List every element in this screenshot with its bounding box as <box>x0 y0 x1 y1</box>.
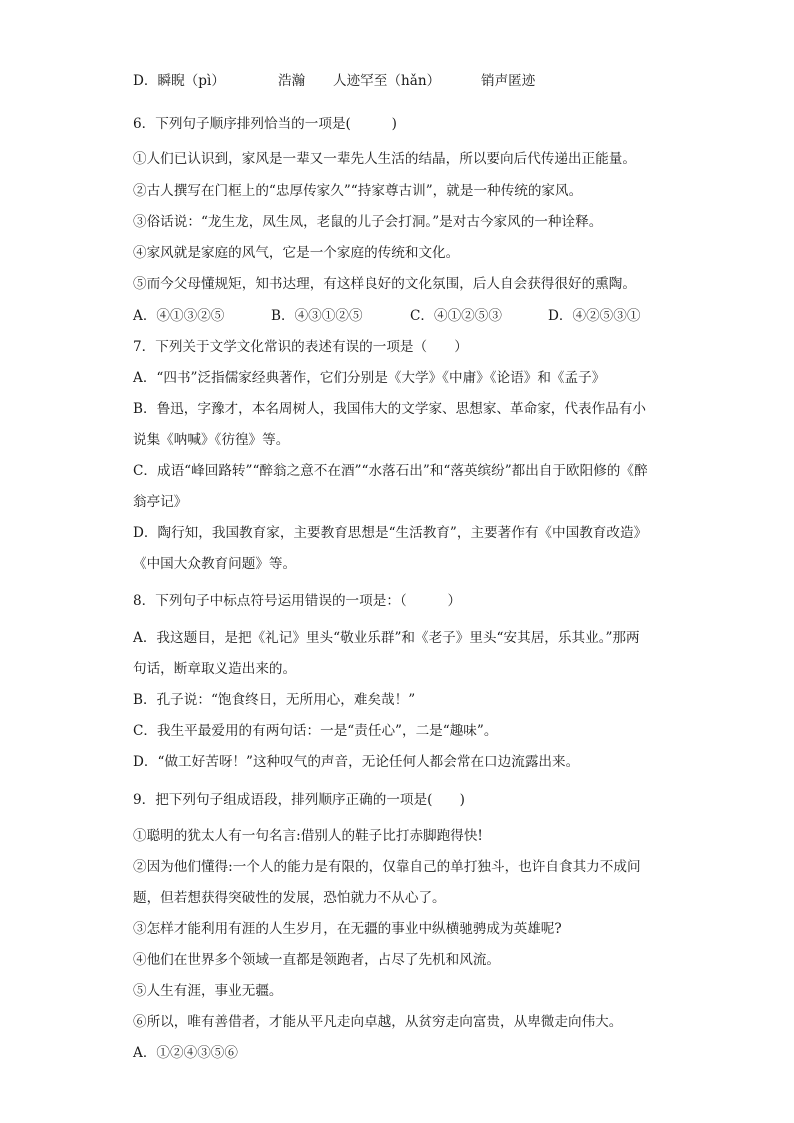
q7-line-2: B．鲁迅，字豫才，本名周树人，我国伟大的文学家、思想家、革命家，代表作品有小 <box>133 401 646 417</box>
q6-option-c: C．④①②⑤③ <box>410 308 502 324</box>
q6-option-a: A．④①③②⑤ <box>133 308 225 324</box>
q9-line-2: ②因为他们懂得:一个人的能力是有限的，仅靠自己的单打独斗，也许自食其力不成问 <box>133 859 641 875</box>
q5-option-d-word-2: 浩瀚 <box>278 73 306 89</box>
q7-line-3: 说集《呐喊》《彷徨》等。 <box>133 432 290 448</box>
q9-line-4: ③怎样才能利用有涯的人生岁月，在无疆的事业中纵横驰骋成为英雄呢? <box>133 921 562 937</box>
q8-line-5: D．“做工好苦呀！”这种叹气的声音，无论任何人都会常在口边流露出来。 <box>133 754 580 770</box>
q6-sentence-4: ④家风就是家庭的风气，它是一个家庭的传统和文化。 <box>133 245 460 261</box>
q7-stem: 7．下列关于文学文化常识的表述有误的一项是（ ） <box>133 339 468 355</box>
q6-sentence-5: ⑤而今父母懂规矩，知书达理，有这样良好的文化氛围，后人自会获得很好的熏陶。 <box>133 276 636 292</box>
q7-line-7: 《中国大众教育问题》等。 <box>133 556 297 572</box>
q5-option-d-word-4: 销声匿迹 <box>481 73 536 89</box>
q9-line-1: ①聪明的犹太人有一句名言:借别人的鞋子比打赤脚跑得快! <box>133 828 483 844</box>
q6-option-b: B．④③①②⑤ <box>271 308 363 324</box>
q6-sentence-1: ①人们已认识到，家风是一辈又一辈先人生活的结晶，所以要向后代传递出正能量。 <box>133 151 636 167</box>
q7-line-6: D．陶行知，我国教育家，主要教育思想是“生活教育”，主要著作有《中国教育改造》 <box>133 525 648 541</box>
q9-line-6: ⑤人生有涯，事业无疆。 <box>133 983 283 999</box>
q8-line-3: B．孔子说：“饱食终日，无所用心，难矣哉！” <box>133 692 416 708</box>
q9-line-5: ④他们在世界多个领域一直都是领跑者，占尽了先机和风流。 <box>133 952 501 968</box>
q6-stem: 6．下列句子顺序排列恰当的一项是( ) <box>133 116 397 132</box>
q9-line-3: 题，但若想获得突破性的发展，恐怕就力不从心了。 <box>133 890 446 906</box>
q8-line-2: 句话，断章取义造出来的。 <box>133 661 297 677</box>
q7-line-4: C．成语“峰回路转”“醉翁之意不在酒”“水落石出”和“落英缤纷”都出自于欧阳修的《醉 <box>133 463 648 479</box>
q8-line-1: A．我这题目，是把《礼记》里头“敬业乐群”和《老子》里头“安其居，乐其业。”那两 <box>133 630 640 646</box>
q7-line-1: A．“四书”泛指儒家经典著作，它们分别是《大学》《中庸》《论语》和《孟子》 <box>133 370 606 386</box>
q5-option-d-label: D．瞬睨（pì） <box>133 73 225 89</box>
q8-line-4: C．我生平最爱用的有两句话：一是“责任心”，二是“趣味”。 <box>133 723 498 739</box>
q8-stem: 8．下列句子中标点符号运用错误的一项是：（ ） <box>133 593 462 609</box>
q6-option-d: D．④②⑤③① <box>548 308 641 324</box>
q9-option-a: A．①②④③⑤⑥ <box>133 1045 238 1061</box>
q9-line-7: ⑥所以，唯有善借者，才能从平凡走向卓越，从贫穷走向富贵，从卑微走向伟大。 <box>133 1014 623 1030</box>
q7-line-5: 翁亭记》 <box>133 494 188 510</box>
q5-option-d-word-3: 人迹罕至（hǎn） <box>333 73 441 89</box>
q6-sentence-3: ③俗话说：“龙生龙，凤生凤，老鼠的儿子会打洞。”是对古今家风的一种诠释。 <box>133 214 603 230</box>
q9-stem: 9．把下列句子组成语段，排列顺序正确的一项是( ) <box>133 792 465 808</box>
q6-sentence-2: ②古人撰写在门框上的“忠厚传家久”“持家尊古训”，就是一种传统的家风。 <box>133 183 583 199</box>
